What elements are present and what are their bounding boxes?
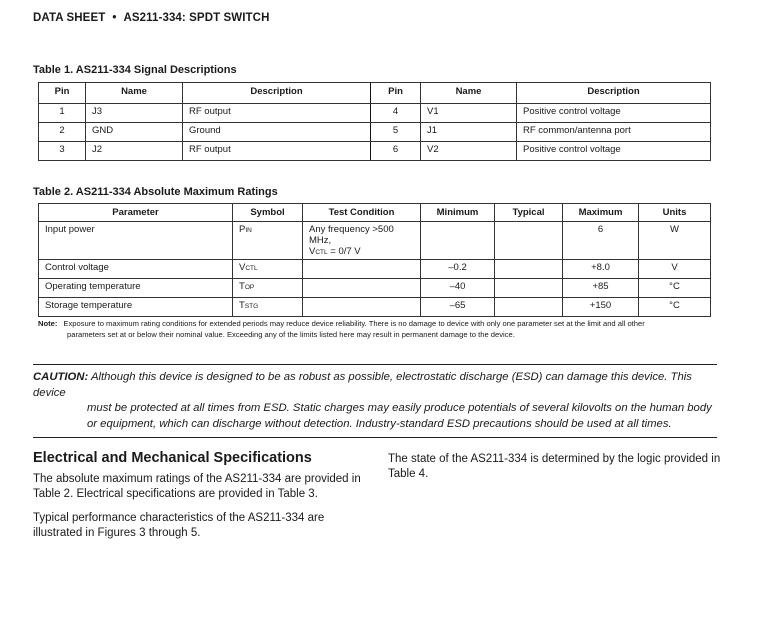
cell-typical — [495, 260, 563, 279]
cell-parameter: Operating temperature — [39, 279, 233, 298]
cell-name: J1 — [421, 123, 517, 142]
col-pin: Pin — [371, 83, 421, 104]
table-note — [38, 318, 718, 340]
cell-pin: 2 — [39, 123, 86, 142]
cell-typical — [495, 298, 563, 317]
cell-maximum: +150 — [563, 298, 639, 317]
table2-caption: Table 2. AS211-334 Absolute Maximum Ratings — [33, 186, 278, 198]
cell-pin: 5 — [371, 123, 421, 142]
caution-line2: must be protected at all times from ESD. Static charges may easily produce potentials of several kilovolts on the human body — [87, 402, 712, 414]
col-parameter: Parameter — [39, 204, 233, 222]
section-heading: Electrical and Mechanical Specifications — [33, 450, 312, 466]
cell-symbol: VCTL — [233, 260, 303, 279]
esd-caution-box — [33, 364, 717, 438]
caution-label: CAUTION: — [33, 371, 89, 383]
table-row — [39, 222, 711, 260]
col-name: Name — [421, 83, 517, 104]
cell-description: RF output — [183, 104, 371, 123]
col-maximum: Maximum — [563, 204, 639, 222]
paragraph-logic-state: The state of the AS211-334 is determined by the logic provided in Table 4. — [388, 453, 721, 480]
cell-units: °C — [639, 298, 711, 317]
cell-pin: 1 — [39, 104, 86, 123]
note-label: Note: — [38, 319, 58, 328]
cell-symbol: PIN — [233, 222, 303, 260]
table-row — [39, 123, 711, 142]
header-title: AS211-334: SPDT SWITCH — [123, 12, 270, 24]
col-pin: Pin — [39, 83, 86, 104]
col-symbol: Symbol — [233, 204, 303, 222]
cell-parameter: Input power — [39, 222, 233, 260]
cell-description: RF common/antenna port — [517, 123, 711, 142]
header-doc-type: DATA SHEET — [33, 12, 106, 24]
cell-units: V — [639, 260, 711, 279]
paragraph-performance: Typical performance characteristics of the AS211-334 are illustrated in Figures 3 through 5. — [33, 512, 325, 539]
cell-symbol: TOP — [233, 279, 303, 298]
cell-maximum: +85 — [563, 279, 639, 298]
cell-name: V1 — [421, 104, 517, 123]
table-header-row — [39, 204, 711, 222]
table-header-row — [39, 83, 711, 104]
table-row — [39, 260, 711, 279]
cell-name: GND — [86, 123, 183, 142]
cell-parameter: Storage temperature — [39, 298, 233, 317]
cell-description: Positive control voltage — [517, 104, 711, 123]
cell-symbol: TSTG — [233, 298, 303, 317]
note-line2: parameters set at or below their nominal value. Exceeding any of the limits listed here may result in permanent damage to the device. — [67, 330, 515, 339]
cell-description: RF output — [183, 142, 371, 161]
cell-description: Ground — [183, 123, 371, 142]
paragraph-ratings: The absolute maximum ratings of the AS211-334 are provided in Table 2. Electrical specifications are provided in Table 3. — [33, 473, 361, 500]
col-minimum: Minimum — [421, 204, 495, 222]
cell-pin: 6 — [371, 142, 421, 161]
cell-test-condition — [303, 260, 421, 279]
cell-test-condition: Any frequency >500 MHz, VCTL = 0/7 V — [303, 222, 421, 260]
table1-caption: Table 1. AS211-334 Signal Descriptions — [33, 64, 237, 76]
col-description: Description — [517, 83, 711, 104]
signal-descriptions-table — [38, 82, 711, 161]
table-row — [39, 104, 711, 123]
cell-minimum — [421, 222, 495, 260]
col-typical: Typical — [495, 204, 563, 222]
absolute-maximum-ratings-table — [38, 203, 711, 317]
cell-maximum: 6 — [563, 222, 639, 260]
header-bullet: • — [112, 12, 117, 24]
cell-test-condition — [303, 279, 421, 298]
cell-minimum: –40 — [421, 279, 495, 298]
col-test-condition: Test Condition — [303, 204, 421, 222]
cell-typical — [495, 279, 563, 298]
cell-minimum: –0.2 — [421, 260, 495, 279]
caution-line1: Although this device is designed to be as robust as possible, electrostatic discharge (ESD) can damage this device. This device — [33, 371, 692, 399]
table-row — [39, 298, 711, 317]
col-description: Description — [183, 83, 371, 104]
cell-name: V2 — [421, 142, 517, 161]
cell-name: J2 — [86, 142, 183, 161]
table-row — [39, 142, 711, 161]
cell-name: J3 — [86, 104, 183, 123]
note-line1: Exposure to maximum rating conditions for extended periods may reduce device reliability. There is no damage to device with only one parameter set at the limit and all other — [63, 319, 645, 328]
table-row — [39, 279, 711, 298]
cell-pin: 4 — [371, 104, 421, 123]
cell-description: Positive control voltage — [517, 142, 711, 161]
cell-pin: 3 — [39, 142, 86, 161]
cell-maximum: +8.0 — [563, 260, 639, 279]
col-units: Units — [639, 204, 711, 222]
cell-units: W — [639, 222, 711, 260]
col-name: Name — [86, 83, 183, 104]
cell-minimum: –65 — [421, 298, 495, 317]
cell-units: °C — [639, 279, 711, 298]
page-header — [33, 12, 269, 24]
cell-typical — [495, 222, 563, 260]
cell-test-condition — [303, 298, 421, 317]
caution-line3: or equipment, which can discharge without detection. Industry-standard ESD precautions should be used at all times. — [87, 417, 672, 430]
cell-parameter: Control voltage — [39, 260, 233, 279]
